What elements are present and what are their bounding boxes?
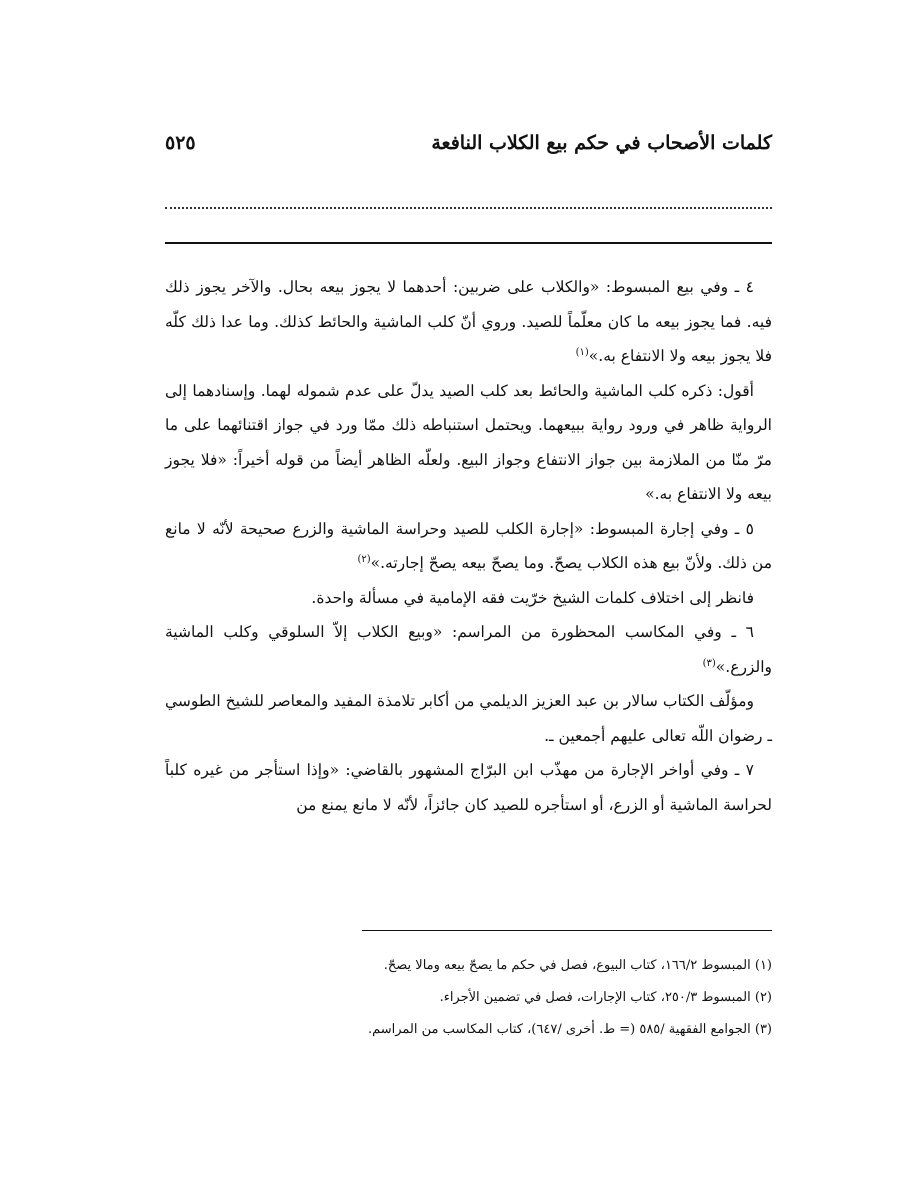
page-number: ٥٢٥ — [165, 132, 196, 154]
footnote-ref-3: (٣) — [702, 657, 716, 669]
footnote-1: (١) المبسوط ١٦٦/٢، كتاب البيوع، فصل في حكم ما يصحّ بيعه ومالا يصحّ. — [383, 958, 772, 973]
footnote-ref-2: (٢) — [357, 553, 371, 565]
paragraph-6: ٦ ـ وفي المكاسب المحظورة من المراسم: «وبيع الكلاب إلاّ السلوقي وكلب الماشية والزرع.»$^{(٣)}$ — [165, 623, 772, 676]
running-title: كلمات الأصحاب في حكم بيع الكلاب النافعة — [431, 132, 772, 154]
footnote-ref-1: (١) — [575, 346, 589, 358]
paragraph-comment-3: ومؤلّف الكتاب سالار بن عبد العزيز الديلمي من أكابر تلامذة المفيد والمعاصر للشيخ الطوسي ـ رضوان اللّه تعالى عليهم أجمعين ـ. — [165, 692, 772, 745]
paragraph-7: ٧ ـ وفي أواخر الإجارة من مهذّب ابن البرّاج المشهور بالقاضي: «وإذا استأجر من غيره كلباً لحراسة الماشية أو الزرع، أو استأجره للصيد كان جائزاً، لأنّه لا مانع يمنع من — [165, 761, 772, 814]
footnotes — [165, 950, 772, 1046]
paragraph-comment-2: فانظر إلى اختلاف كلمات الشيخ خرّيت فقه الإمامية في مسألة واحدة. — [311, 588, 754, 607]
book-page — [165, 0, 772, 1200]
paragraph-4: ٤ ـ وفي بيع المبسوط: «والكلاب على ضربين: أحدهما لا يجوز بيعه بحال. والآخر يجوز ذلك فيه. فما يجوز بيعه ما كان معلّماً للصيد. وروي أنّ كلب الماشية والحائط كذلك. وما عدا ذلك كلّه فلا يجوز بيعه ولا الانتفاع به.»$^{(١)}$ — [165, 278, 772, 365]
footnote-3: (٣) الجوامع الفقهية /٥٨٥ (= ط. أخرى /٦٤٧)، كتاب المكاسب من المراسم. — [367, 1022, 772, 1037]
page-header — [165, 132, 772, 166]
footnote-divider — [362, 930, 772, 931]
dotted-divider — [165, 207, 772, 209]
footnote-2: (٢) المبسوط ٢٥٠/٣، كتاب الإجارات، فصل في تضمين الأجراء. — [439, 990, 772, 1005]
header-divider — [165, 242, 772, 244]
main-text — [165, 270, 772, 822]
paragraph-comment-1: أقول: ذكره كلب الماشية والحائط بعد كلب الصيد يدلّ على عدم شموله لهما. وإسنادهما إلى الرواية ظاهر في ورود رواية ببيعهما. ويحتمل استنباطه ذلك ممّا ورد في جواز اقتنائهما على ما مرّ منّا من الملازمة بين جواز الانتفاع وجواز البيع. ولعلّه الظاهر أيضاً من قوله أخيراً: «فلا يجوز بيعه ولا الانتفاع به.» — [165, 381, 772, 503]
paragraph-5: ٥ ـ وفي إجارة المبسوط: «إجارة الكلب للصيد وحراسة الماشية والزرع صحيحة لأنّه لا مانع من ذلك. ولأنّ بيع هذه الكلاب يصحّ. وما يصحّ بيعه يصحّ إجارته.»$^{(٢)}$ — [165, 519, 772, 572]
